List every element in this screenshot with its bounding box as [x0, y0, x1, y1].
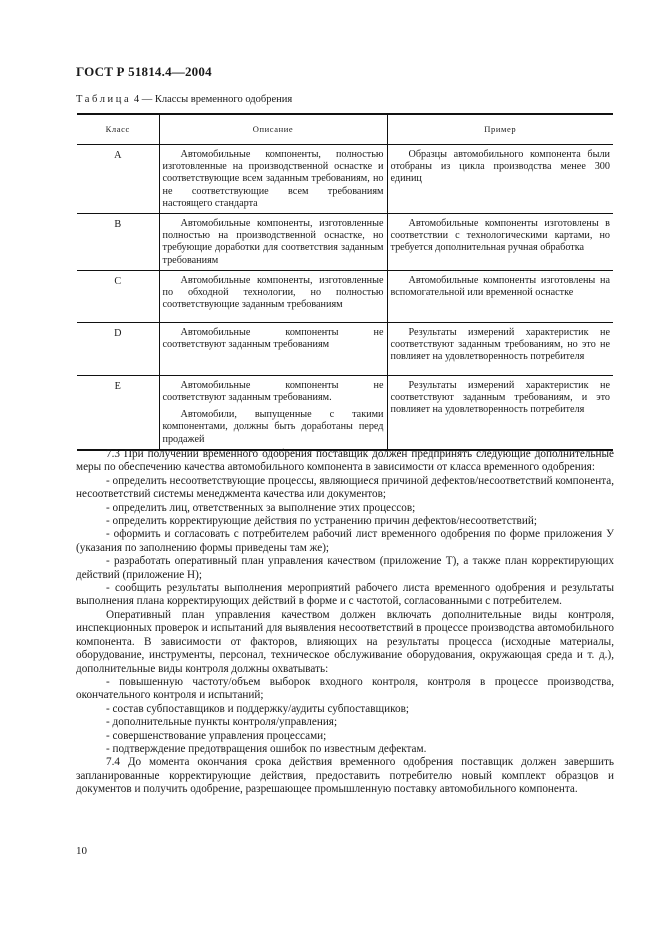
document-header: ГОСТ Р 51814.4—2004 [76, 64, 212, 79]
list-item: - состав субпоставщиков и поддержку/аудиты субпоставщиков; [106, 702, 409, 715]
description-text: Автомобильные компоненты не соответствуют заданным требованиям. [162, 379, 384, 404]
description-cell [159, 322, 387, 375]
list-item: - повышенную частоту/объем выборок входного контроля, контроля в процессе производства, окончательного контроля и испытаний; [76, 675, 614, 702]
description-cell [159, 270, 387, 322]
description-text: Автомобильные компоненты не соответствуют заданным требованиям [162, 326, 384, 351]
class-cell: A [77, 145, 159, 214]
table-row [77, 145, 613, 214]
example-cell [387, 322, 613, 375]
description-cell [159, 375, 387, 450]
example-cell [387, 214, 613, 271]
example-text: Автомобильные компоненты изготовлены на вспомогательной или временной оснастке [390, 274, 610, 299]
approval-classes-table [77, 113, 613, 451]
example-text: Результаты измерений характеристик не соответствуют заданным требованиям, но это не повлияет на удовлетворенность потребителя [390, 326, 610, 363]
table-header-row [77, 114, 613, 145]
body-text [76, 448, 614, 797]
paragraph: 7.3 При получении временного одобрения поставщик должен предпринять следующие дополнительные меры по обеспечению качества автомобильного компонента в зависимости от класса временного одобрения: [76, 448, 614, 474]
list-item: - совершенствование управления процессами; [106, 729, 327, 742]
table-row [77, 322, 613, 375]
example-text: Автомобильные компоненты изготовлены в соответствии с технологическими картами, но требуется дополнительная ручная обработка [390, 218, 610, 254]
example-text: Образцы автомобильного компонента были отобраны из цикла производства менее 300 единиц [390, 149, 610, 185]
table-caption [76, 94, 292, 105]
list-item: - определить лиц, ответственных за выполнение этих процессов; [106, 501, 416, 514]
example-cell [387, 375, 613, 450]
list-item: - разработать оперативный план управления качеством (приложение Т), а также план корректирующих действий (приложение Н); [76, 555, 614, 581]
description-cell [159, 214, 387, 271]
list-item: - определить несоответствующие процессы, являющиеся причиной дефектов/несоответствий компонента, несоответствий системы менеджмента качества или документов; [76, 474, 614, 501]
class-cell: C [77, 270, 159, 322]
list-item: - определить корректирующие действия по устранению причин дефектов/несоответствий; [106, 515, 537, 528]
class-cell: D [77, 322, 159, 375]
description-text: Автомобильные компоненты, изготовленные полностью на производственной оснастке, но требующие доработки для соответствия заданным требованиям [162, 218, 384, 266]
column-header-class: Класс [77, 114, 159, 145]
table-row [77, 270, 613, 322]
description-text: Автомобили, выпущенные с такими компонентами, должны быть доработаны перед продажей [162, 409, 384, 445]
example-cell [387, 145, 613, 214]
table-caption-text: 4 — Классы временного одобрения [131, 94, 293, 105]
list-item: - сообщить результаты выполнения мероприятий рабочего листа временного одобрения и результаты выполнения плана корректирующих действий в форме и с частотой, согласованными с потребителем. [76, 582, 614, 608]
table-row [77, 214, 613, 271]
paragraph: 7.4 До момента окончания срока действия временного одобрения поставщик должен завершить запланированные корректирующие действия, предоставить потребителю новый комплект образцов и документов и получить одобрение, разрешающее промышленную поставку автомобильного компонента. [76, 756, 614, 796]
table-caption-label: Таблица [76, 94, 132, 105]
list-item: - подтверждение предотвращения ошибок по известным дефектам. [106, 742, 427, 755]
column-header-description: Описание [159, 114, 387, 145]
list-item: - оформить и согласовать с потребителем рабочий лист временного одобрения по форме приложения У (указания по заполнению формы приведены там же); [76, 528, 614, 554]
example-text: Результаты измерений характеристик не соответствуют заданным требованиям, и это повлияет на удовлетворенность потребителя [390, 379, 610, 416]
paragraph: Оперативный план управления качеством должен включать дополнительные виды контроля, инспекционных проверок и испытаний для выявления несоответствий в процессе производства автомобильного компонента. В зависимости от факторов, влияющих на результаты процесса (исходные материалы, оборудование, инструменты, персонал, техническое обслуживание оборудования, окружающая среда и т. д.), дополнительные виды контроля должны охватывать: [76, 608, 614, 675]
class-cell: B [77, 214, 159, 271]
column-header-example: Пример [387, 114, 613, 145]
page-number: 10 [76, 845, 87, 857]
class-cell: E [77, 375, 159, 450]
example-cell [387, 270, 613, 322]
description-text: Автомобильные компоненты, полностью изготовленные на производственной оснастке и соответствующие всем заданным требованиям, но не соответствующие всем требованиям настоящего стандарта [162, 149, 384, 209]
table-row [77, 375, 613, 450]
description-cell [159, 145, 387, 214]
list-item: - дополнительные пункты контроля/управления; [106, 716, 338, 729]
description-text: Автомобильные компоненты, изготовленные по обходной технологии, но полностью соответствующие заданным требованиям [162, 274, 384, 311]
